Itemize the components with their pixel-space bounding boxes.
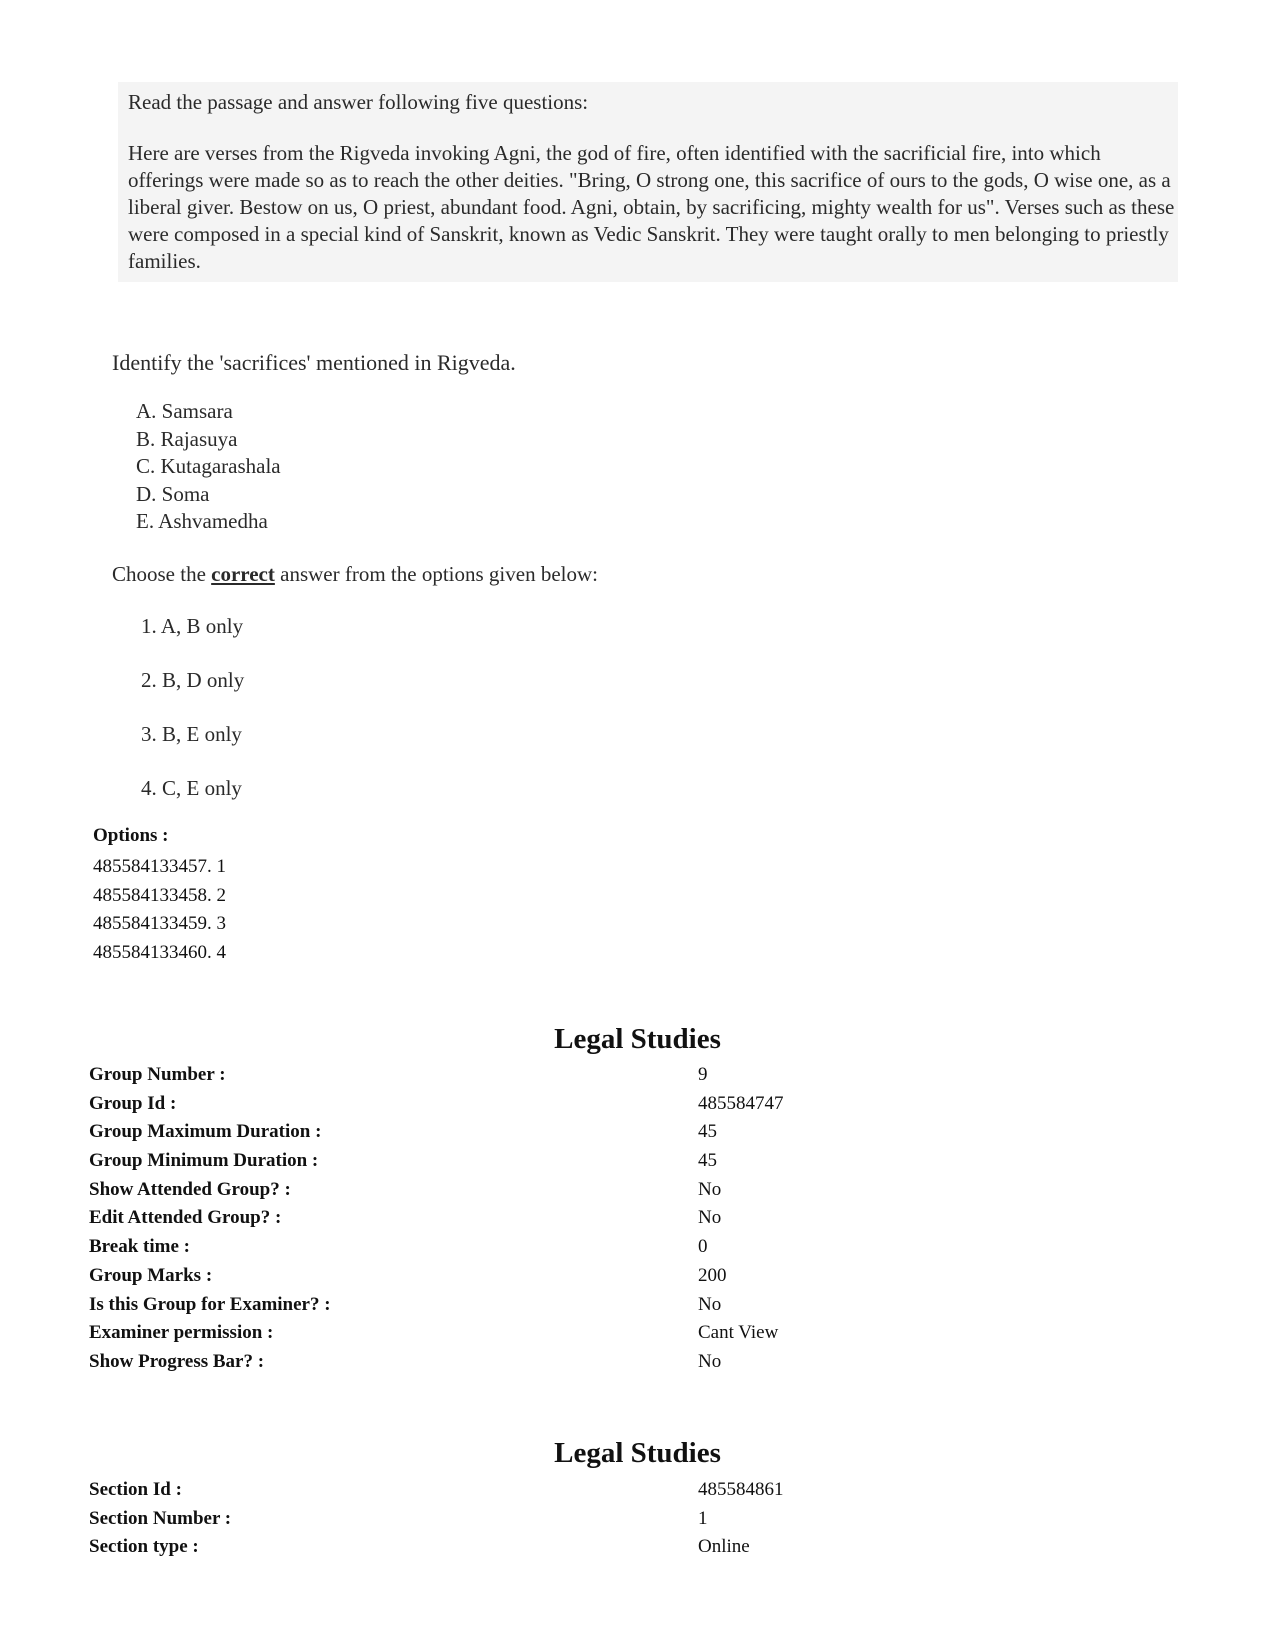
- choose-emphasis: correct: [211, 562, 275, 586]
- detail-label: Is this Group for Examiner? :: [89, 1293, 331, 1315]
- detail-value: 9: [698, 1064, 708, 1085]
- detail-value: 45: [698, 1121, 717, 1143]
- detail-row: [89, 1536, 1189, 1565]
- passage-body: Here are verses from the Rigveda invoking Agni, the god of fire, often identified with the sacrificial fire, into which offerings were made so as to reach the other deities. "Bring, O strong one, this sacrifice of ours to the gods, O wise one, as a liberal giver. Bestow on us, O priest, abundant food. Agni, obtain, by sacrificing, mighty wealth for us". Verses such as these were composed in a special kind of Sanskrit, known as Vedic Sanskrit. They were taught orally to men belonging to priestly families.: [128, 141, 1175, 273]
- list-item: C. Kutagarashala: [136, 454, 281, 478]
- detail-label: Group Marks :: [89, 1264, 213, 1286]
- detail-row: [89, 1265, 1189, 1294]
- detail-value: 200: [698, 1264, 727, 1286]
- detail-label: Group Minimum Duration :: [89, 1150, 319, 1172]
- answer-choice: 3. B, E only: [141, 722, 242, 746]
- list-item: B. Rajasuya: [136, 426, 238, 451]
- detail-label: Examiner permission :: [89, 1322, 274, 1344]
- list-item: D. Soma: [136, 481, 210, 506]
- detail-label: Group Number :: [89, 1064, 226, 1085]
- detail-row: [89, 1322, 1189, 1351]
- section-heading: Legal Studies: [554, 1437, 721, 1469]
- detail-row: [89, 1236, 1189, 1265]
- detail-value: Cant View: [698, 1322, 779, 1344]
- detail-value: 485584747: [698, 1092, 784, 1114]
- detail-value: 485584861: [698, 1479, 784, 1500]
- detail-label: Group Maximum Duration :: [89, 1121, 322, 1143]
- detail-row: [89, 1207, 1189, 1236]
- detail-row: [89, 1479, 1189, 1508]
- detail-label: Section type :: [89, 1536, 199, 1558]
- detail-label: Section Id :: [89, 1479, 182, 1500]
- detail-value: No: [698, 1350, 722, 1372]
- choose-prefix: Choose the: [112, 562, 212, 586]
- question-text: Identify the 'sacrifices' mentioned in Rigveda.: [112, 350, 516, 375]
- detail-row: [89, 1093, 1189, 1122]
- option-item: 485584133457. 1: [93, 856, 226, 877]
- options-list: [93, 853, 226, 968]
- list-item: E. Ashvamedha: [136, 509, 268, 533]
- answer-choice: 4. C, E only: [141, 776, 242, 800]
- answer-choices: [141, 614, 244, 830]
- group-heading: Legal Studies: [554, 1023, 721, 1055]
- detail-row: [89, 1150, 1189, 1179]
- detail-row: [89, 1351, 1189, 1380]
- answer-choice: 2. B, D only: [141, 668, 245, 692]
- detail-label: Group Id :: [89, 1092, 177, 1114]
- answer-choice: 1. A, B only: [141, 614, 244, 638]
- option-item: 485584133460. 4: [93, 942, 226, 964]
- detail-value: No: [698, 1293, 722, 1315]
- detail-value: 0: [698, 1236, 708, 1258]
- detail-label: Show Attended Group? :: [89, 1178, 291, 1200]
- detail-value: No: [698, 1178, 722, 1200]
- detail-value: Online: [698, 1536, 750, 1558]
- detail-row: [89, 1508, 1189, 1537]
- option-item: 485584133458. 2: [93, 884, 226, 906]
- detail-row: [89, 1179, 1189, 1208]
- detail-row: [89, 1064, 1189, 1093]
- detail-row: [89, 1121, 1189, 1150]
- choose-instruction: [112, 562, 598, 587]
- detail-row: [89, 1294, 1189, 1323]
- detail-value: No: [698, 1207, 722, 1229]
- question-items: [136, 398, 281, 536]
- choose-suffix: answer from the options given below:: [274, 562, 598, 586]
- detail-label: Edit Attended Group? :: [89, 1207, 282, 1229]
- list-item: A. Samsara: [136, 399, 233, 423]
- option-item: 485584133459. 3: [93, 913, 226, 935]
- detail-label: Section Number :: [89, 1507, 232, 1529]
- section-details: [89, 1479, 1189, 1565]
- options-title: Options :: [93, 825, 169, 846]
- detail-value: 45: [698, 1150, 717, 1172]
- detail-label: Show Progress Bar? :: [89, 1350, 265, 1372]
- group-details: [89, 1064, 1189, 1380]
- detail-value: 1: [698, 1507, 708, 1529]
- detail-label: Break time :: [89, 1236, 190, 1258]
- passage-intro: Read the passage and answer following five questions:: [128, 90, 589, 114]
